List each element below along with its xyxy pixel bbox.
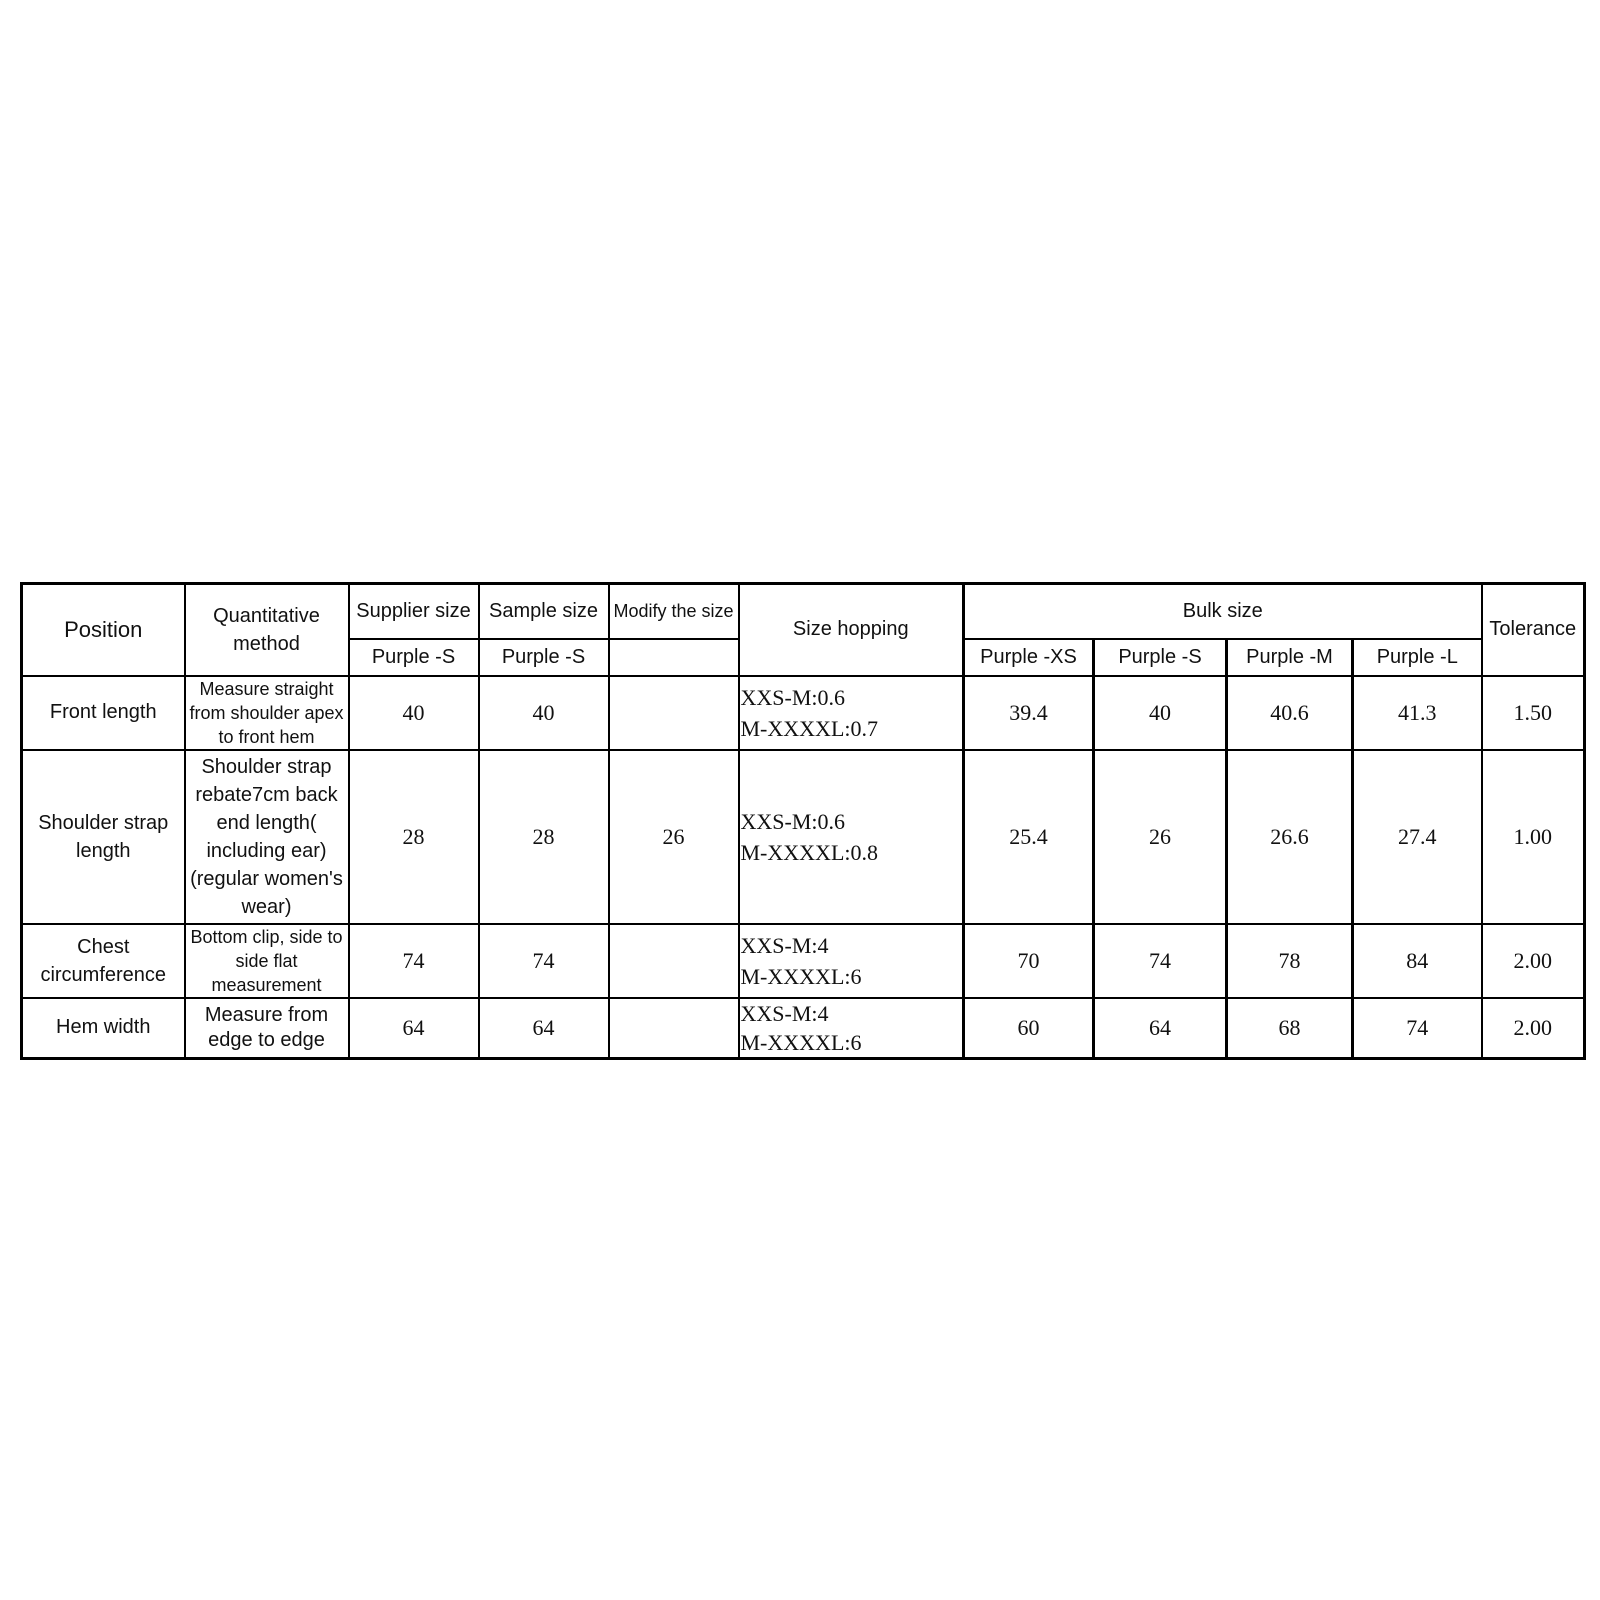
subheader-bulk-xs: Purple -XS — [964, 639, 1094, 676]
row-tolerance: 2.00 — [1482, 924, 1585, 998]
row-bulk-xs: 39.4 — [964, 676, 1094, 750]
row-modify-size — [609, 998, 739, 1059]
row-modify-size — [609, 924, 739, 998]
row-size-hopping — [739, 676, 964, 750]
subheader-bulk-s: Purple -S — [1094, 639, 1227, 676]
row-bulk-m: 78 — [1227, 924, 1353, 998]
subheader-supplier: Purple -S — [349, 639, 479, 676]
hop-line: M-XXXXL:6 — [740, 1029, 862, 1055]
hop-line: XXS-M:4 — [740, 1000, 829, 1026]
subheader-sample: Purple -S — [479, 639, 609, 676]
row-bulk-m: 40.6 — [1227, 676, 1353, 750]
hop-line: XXS-M:4 — [740, 932, 829, 958]
row-bulk-s: 64 — [1094, 998, 1227, 1059]
subheader-bulk-m: Purple -M — [1227, 639, 1353, 676]
row-size-hopping — [739, 998, 964, 1059]
row-supplier-size: 74 — [349, 924, 479, 998]
row-method: Shoulder strap rebate7cm back end length( including ear) (regular women's wear) — [185, 750, 349, 924]
hop-line: XXS-M:0.6 — [740, 684, 846, 710]
row-sample-size: 74 — [479, 924, 609, 998]
header-modify-size: Modify the size — [609, 584, 739, 639]
row-bulk-m: 26.6 — [1227, 750, 1353, 924]
row-bulk-l: 27.4 — [1353, 750, 1482, 924]
subheader-bulk-l: Purple -L — [1353, 639, 1482, 676]
size-chart — [20, 582, 1583, 1060]
row-sample-size: 64 — [479, 998, 609, 1059]
row-method: Bottom clip, side to side flat measurement — [185, 924, 349, 998]
hop-line: M-XXXXL:6 — [740, 963, 862, 989]
table-row — [22, 998, 1585, 1059]
header-size-hopping: Size hopping — [739, 584, 964, 676]
table-row — [22, 750, 1585, 924]
row-method: Measure straight from shoulder apex to front hem — [185, 676, 349, 750]
row-supplier-size: 28 — [349, 750, 479, 924]
hop-line: XXS-M:0.6 — [740, 808, 846, 834]
row-position: Hem width — [22, 998, 185, 1059]
row-position: Chest circumference — [22, 924, 185, 998]
row-modify-size — [609, 676, 739, 750]
row-modify-size: 26 — [609, 750, 739, 924]
row-bulk-l: 84 — [1353, 924, 1482, 998]
hop-line: M-XXXXL:0.8 — [740, 839, 878, 865]
header-supplier-size: Supplier size — [349, 584, 479, 639]
row-bulk-xs: 60 — [964, 998, 1094, 1059]
row-supplier-size: 40 — [349, 676, 479, 750]
header-position: Position — [22, 584, 185, 676]
row-sample-size: 40 — [479, 676, 609, 750]
row-method: Measure from edge to edge — [185, 998, 349, 1059]
row-bulk-s: 74 — [1094, 924, 1227, 998]
header-bulk-size: Bulk size — [964, 584, 1482, 639]
row-position: Shoulder strap length — [22, 750, 185, 924]
header-quantitative-method: Quantitative method — [185, 584, 349, 676]
hop-line: M-XXXXL:0.7 — [740, 715, 878, 741]
table-row — [22, 924, 1585, 998]
row-bulk-m: 68 — [1227, 998, 1353, 1059]
table-row — [22, 676, 1585, 750]
row-bulk-xs: 25.4 — [964, 750, 1094, 924]
row-bulk-s: 40 — [1094, 676, 1227, 750]
header-row — [22, 584, 1585, 639]
row-tolerance: 1.50 — [1482, 676, 1585, 750]
subheader-modify — [609, 639, 739, 676]
size-spec-table — [20, 582, 1586, 1060]
row-bulk-l: 74 — [1353, 998, 1482, 1059]
header-tolerance: Tolerance — [1482, 584, 1585, 676]
row-bulk-s: 26 — [1094, 750, 1227, 924]
row-tolerance: 1.00 — [1482, 750, 1585, 924]
row-size-hopping — [739, 924, 964, 998]
row-position: Front length — [22, 676, 185, 750]
row-bulk-l: 41.3 — [1353, 676, 1482, 750]
row-size-hopping — [739, 750, 964, 924]
row-sample-size: 28 — [479, 750, 609, 924]
row-bulk-xs: 70 — [964, 924, 1094, 998]
row-tolerance: 2.00 — [1482, 998, 1585, 1059]
row-supplier-size: 64 — [349, 998, 479, 1059]
header-sample-size: Sample size — [479, 584, 609, 639]
